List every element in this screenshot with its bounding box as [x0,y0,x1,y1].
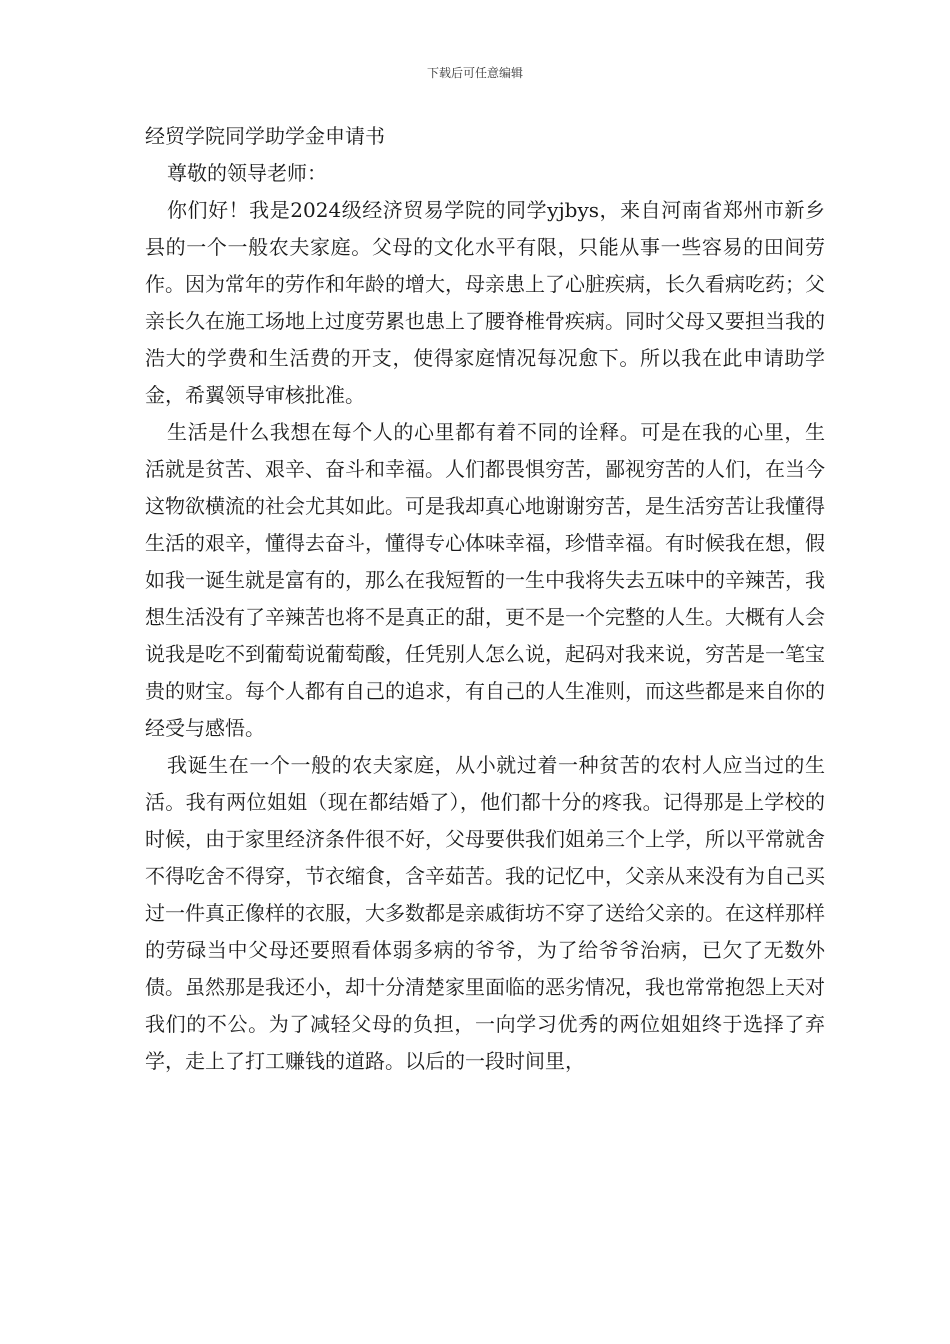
paragraph-2: 生活是什么我想在每个人的心里都有着不同的诠释。可是在我的心里，生活就是贫苦、艰辛、奋斗和幸福。人们都畏惧穷苦，鄙视穷苦的人们，在当今这物欲横流的社会尤其如此。可是我却真心地谢谢穷苦，是生活穷苦让我懂得生活的艰辛，懂得去奋斗，懂得专心体味幸福，珍惜幸福。有时候我在想，假如我一诞生就是富有的，那么在我短暂的一生中我将失去五味中的辛辣苦，我想生活没有了辛辣苦也将不是真正的甜，更不是一个完整的人生。大概有人会说我是吃不到葡萄说葡萄酸，任凭别人怎么说，起码对我来说，穷苦是一笔宝贵的财宝。每个人都有自己的追求，有自己的人生准则，而这些都是来自你的经受与感悟。 [145,420,825,740]
document-title: 经贸学院同学助学金申请书 [145,124,385,148]
salutation: 尊敬的领导老师： [167,161,327,185]
document-body [145,118,825,1080]
paragraph-3: 我诞生在一个一般的农夫家庭，从小就过着一种贫苦的农村人应当过的生活。我有两位姐姐（现在都结婚了），他们都十分的疼我。记得那是上学校的时候，由于家里经济条件很不好，父母要供我们姐弟三个上学，所以平常就舍不得吃舍不得穿，节衣缩食，含辛茹苦。我的记忆中，父亲从来没有为自己买过一件真正像样的衣服，大多数都是亲戚街坊不穿了送给父亲的。在这样那样的劳碌当中父母还要照看体弱多病的爷爷，为了给爷爷治病，已欠了无数外债。虽然那是我还小，却十分清楚家里面临的恶劣情况，我也常常抱怨上天对我们的不公。为了减轻父母的负担，一向学习优秀的两位姐姐终于选择了弃学，走上了打工赚钱的道路。以后的一段时间里， [145,753,825,1073]
paragraph-1: 你们好！我是2024级经济贸易学院的同学yjbys，来自河南省郑州市新乡县的一个一般农夫家庭。父母的文化水平有限，只能从事一些容易的田间劳作。因为常年的劳作和年龄的增大，母亲患上了心脏疾病，长久看病吃药；父亲长久在施工场地上过度劳累也患上了腰脊椎骨疾病。同时父母又要担当我的浩大的学费和生活费的开支，使得家庭情况每况愈下。所以我在此申请助学金，希翼领导审核批准。 [145,198,825,407]
page-header: 下载后可任意编辑 [426,66,523,80]
